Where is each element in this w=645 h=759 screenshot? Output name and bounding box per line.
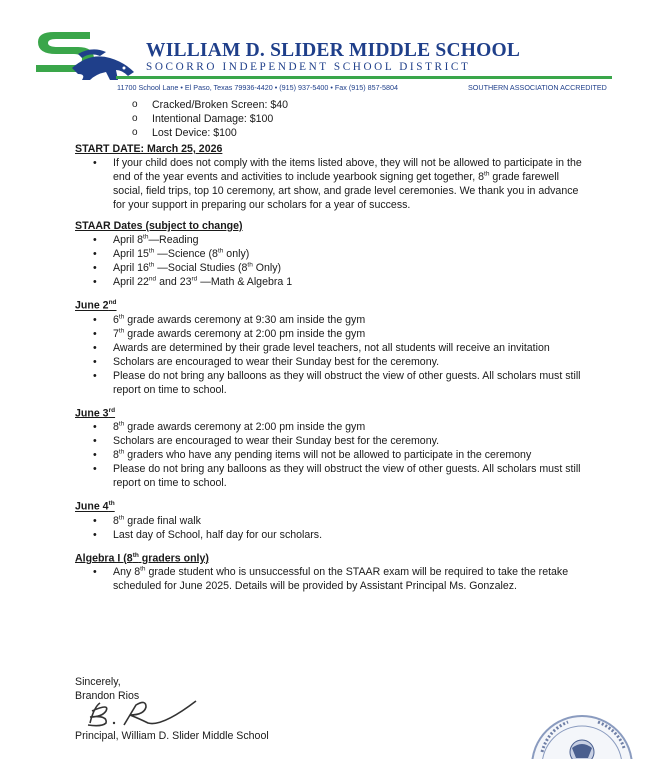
circle-bullet-icon: o xyxy=(132,127,138,138)
list-item: • April 8th—Reading xyxy=(93,233,199,246)
section-heading: START DATE: March 25, 2026 xyxy=(75,143,223,155)
bullet-icon: • xyxy=(93,463,97,476)
bullet-icon: • xyxy=(93,369,97,382)
list-item: • Awards are determined by their grade level teachers, not all students will receive an invitation xyxy=(93,341,550,354)
june4-list xyxy=(75,514,585,542)
section-heading: STAAR Dates (subject to change) xyxy=(75,220,243,232)
bullet-icon: • xyxy=(93,313,97,326)
header-rule xyxy=(116,76,612,79)
district-name: SOCORRO INDEPENDENT SCHOOL DISTRICT xyxy=(146,61,471,73)
fee-list xyxy=(75,98,585,140)
list-item: • Please do not bring any balloons as they will obstruct the view of other guests. All scholars must still report on time to school. xyxy=(93,463,581,490)
bullet-icon: • xyxy=(93,276,97,288)
bullet-icon: • xyxy=(93,449,97,462)
signer-name: Brandon Rios xyxy=(75,690,140,702)
letter-body xyxy=(75,98,585,600)
june3-list xyxy=(75,420,585,490)
list-item: • 6th grade awards ceremony at 9:30 am inside the gym xyxy=(93,313,366,326)
bullet-icon: • xyxy=(93,234,97,246)
bullet-icon: • xyxy=(93,248,97,260)
list-item: • April 16th —Social Studies (8th Only) xyxy=(93,261,282,274)
bullet-icon: • xyxy=(93,421,97,434)
list-item: o Cracked/Broken Screen: $40 xyxy=(132,99,289,111)
bullet-icon: • xyxy=(93,262,97,274)
valediction: Sincerely, xyxy=(75,676,121,688)
bullet-icon: • xyxy=(93,528,97,541)
list-item: • 8th grade awards ceremony at 2:00 pm inside the gym xyxy=(93,420,366,434)
signer-title: Principal, William D. Slider Middle School xyxy=(75,730,269,742)
section-heading: June 2nd xyxy=(75,299,117,312)
list-item: • Please do not bring any balloons as they will obstruct the view of other guests. All scholars must still report on time to school. xyxy=(93,369,581,396)
circle-bullet-icon: o xyxy=(132,99,138,110)
list-item: o Lost Device: $100 xyxy=(132,127,237,139)
list-item: • April 15th —Science (8th only) xyxy=(93,247,250,260)
section-heading: June 3rd xyxy=(75,406,116,420)
list-item: • 8th grade final walk xyxy=(93,514,201,527)
list-item: • 8th graders who have any pending items will not be allowed to participate in the ceremony xyxy=(93,448,532,462)
section-heading: June 4th xyxy=(75,500,115,513)
school-name: WILLIAM D. SLIDER MIDDLE SCHOOL xyxy=(146,40,521,61)
accreditation: SOUTHERN ASSOCIATION ACCREDITED xyxy=(468,83,607,92)
list-item: • Scholars are encouraged to wear their Sunday best for the ceremony. xyxy=(93,355,440,368)
bullet-icon: • xyxy=(93,355,97,368)
bullet-icon: • xyxy=(93,327,97,340)
list-item: • Last day of School, half day for our scholars. xyxy=(93,528,323,541)
start-list xyxy=(75,156,585,212)
letterhead xyxy=(0,0,645,96)
algebra-list xyxy=(75,565,585,593)
june2-list xyxy=(75,313,585,397)
blue-ribbon-seal xyxy=(528,712,645,759)
signature-image xyxy=(84,697,204,729)
list-item: • Any 8th grade student who is unsuccessful on the STAAR exam will be required to take the retake scheduled for June 2025. Details will be provided by Assistant Principal Ms. Gonzalez. xyxy=(93,565,569,593)
circle-bullet-icon: o xyxy=(132,113,138,124)
staar-list xyxy=(75,233,585,289)
bullet-icon: • xyxy=(93,514,97,527)
list-item: • April 22nd and 23rd —Math & Algebra 1 xyxy=(93,275,293,288)
bullet-icon: • xyxy=(93,566,97,579)
bullet-icon: • xyxy=(93,341,97,354)
list-item: • Scholars are encouraged to wear their Sunday best for the ceremony. xyxy=(93,435,440,448)
bullet-icon: • xyxy=(93,157,97,169)
school-address: 11700 School Lane • El Paso, Texas 79936-4420 • (915) 937-5400 • Fax (915) 857-5804 xyxy=(117,83,398,92)
list-item: o Intentional Damage: $100 xyxy=(132,113,274,125)
section-heading: Algebra I (8th graders only) xyxy=(75,551,209,565)
bullet-icon: • xyxy=(93,435,97,448)
list-item: • If your child does not comply with the items listed above, they will not be allowed to participate in the end of the year events and activities to include yearbook signing get together, 8th grade farewell social, field trips, top 10 ceremony, art show, and grade level ceremonies. We thank you in advance for your support in preparing our scholars for a year of success. xyxy=(93,157,582,211)
list-item: • 7th grade awards ceremony at 2:00 pm inside the gym xyxy=(93,327,366,340)
